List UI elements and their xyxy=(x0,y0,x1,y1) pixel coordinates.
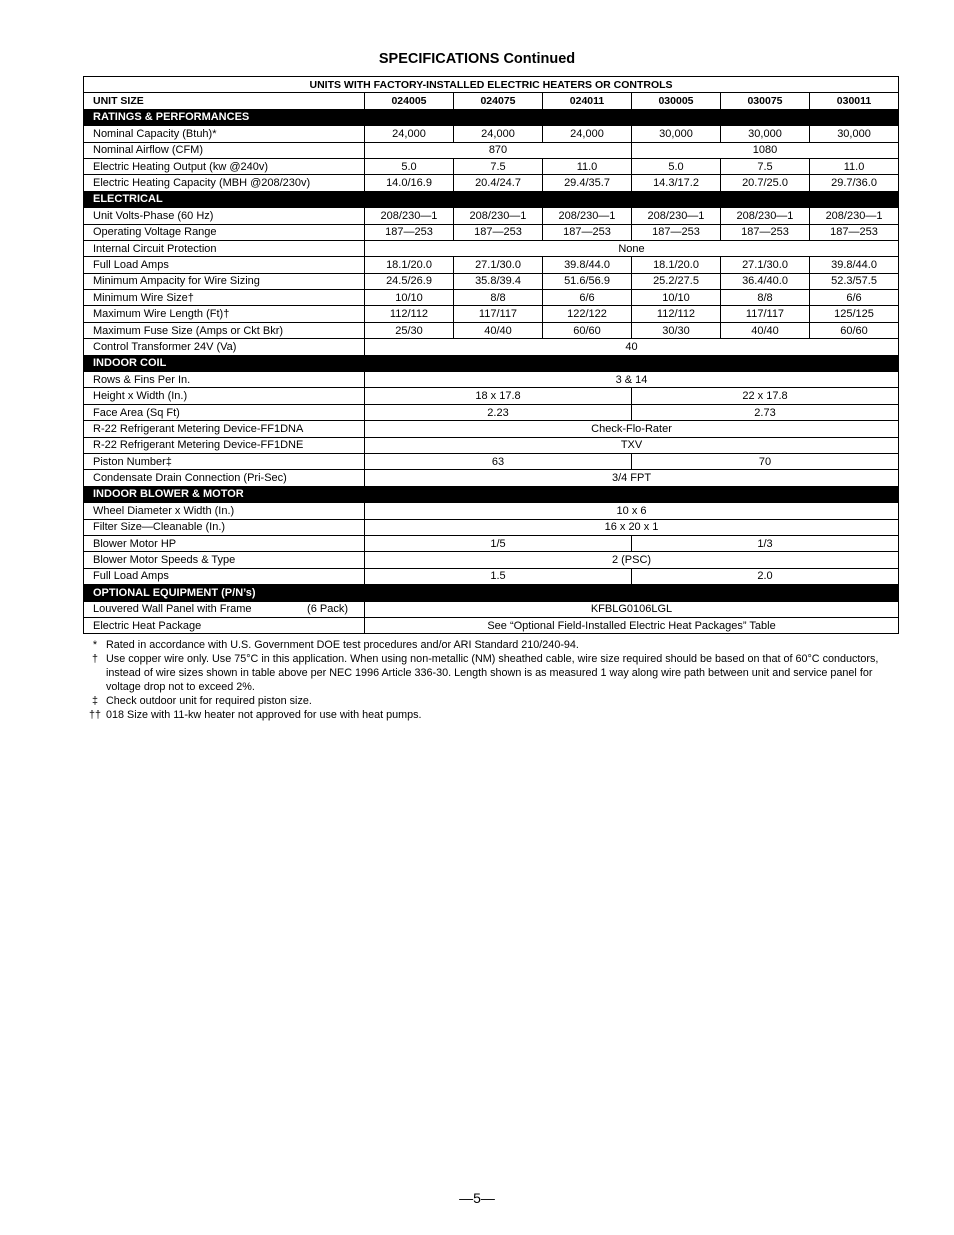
section-header-row xyxy=(84,486,899,502)
table-cell: 27.1/30.0 xyxy=(454,257,543,273)
table-cell: 36.4/40.0 xyxy=(721,273,810,289)
row-label: Minimum Ampacity for Wire Sizing xyxy=(93,275,260,288)
row-label-cell xyxy=(84,388,365,404)
table-cell: 208/230—1 xyxy=(454,208,543,224)
table-cell: 60/60 xyxy=(543,322,632,338)
section-header: RATINGS & PERFORMANCES xyxy=(84,109,899,125)
row-label-cell xyxy=(84,519,365,535)
row-label-cell xyxy=(84,617,365,633)
footnote-text: 018 Size with 11-kw heater not approved for use with heat pumps. xyxy=(106,709,422,721)
table-caption: UNITS WITH FACTORY-INSTALLED ELECTRIC HEATERS OR CONTROLS xyxy=(84,77,899,93)
table-row xyxy=(84,339,899,355)
table-cell: 125/125 xyxy=(810,306,899,322)
table-cell: 40/40 xyxy=(454,322,543,338)
column-header: 024075 xyxy=(454,93,543,109)
table-cell: 187—253 xyxy=(721,224,810,240)
footnote-text: Check outdoor unit for required piston size. xyxy=(106,695,312,707)
table-cell: 208/230—1 xyxy=(365,208,454,224)
table-cell: 10/10 xyxy=(632,290,721,306)
row-label: Nominal Airflow (CFM) xyxy=(93,144,204,157)
table-cell: 29.4/35.7 xyxy=(543,175,632,191)
table-cell: 1/5 xyxy=(365,535,632,551)
row-label-cell xyxy=(84,126,365,142)
table-cell: 187—253 xyxy=(454,224,543,240)
row-label-note: (6 Pack) xyxy=(307,603,348,616)
table-row xyxy=(84,306,899,322)
table-caption-row xyxy=(84,77,899,93)
table-cell: 51.6/56.9 xyxy=(543,273,632,289)
table-cell: 2 (PSC) xyxy=(365,552,899,568)
row-label: Full Load Amps xyxy=(93,258,169,271)
row-label-cell xyxy=(84,175,365,191)
footnote-symbol: * xyxy=(92,639,98,651)
table-row xyxy=(84,257,899,273)
row-label-cell xyxy=(84,404,365,420)
row-label-cell xyxy=(84,306,365,322)
section-header-row xyxy=(84,355,899,371)
row-label: Control Transformer 24V (Va) xyxy=(93,340,237,353)
footnote xyxy=(84,638,904,652)
footnote xyxy=(84,694,904,708)
table-cell: 30/30 xyxy=(632,322,721,338)
row-label-cell xyxy=(84,568,365,584)
table-cell: 30,000 xyxy=(721,126,810,142)
table-row xyxy=(84,535,899,551)
table-cell: 70 xyxy=(632,453,899,469)
footnote-text: Rated in accordance with U.S. Government DOE test procedures and/or ARI Standard 210/240-94. xyxy=(106,639,579,651)
table-cell: Check-Flo-Rater xyxy=(365,421,899,437)
table-cell: 8/8 xyxy=(721,290,810,306)
section-header: INDOOR BLOWER & MOTOR xyxy=(84,486,899,502)
table-row xyxy=(84,519,899,535)
row-label: Nominal Capacity (Btuh)* xyxy=(93,127,217,140)
table-cell: 20.7/25.0 xyxy=(721,175,810,191)
column-header: 030005 xyxy=(632,93,721,109)
table-row xyxy=(84,617,899,633)
table-row xyxy=(84,273,899,289)
table-cell: 187—253 xyxy=(365,224,454,240)
table-cell: 20.4/24.7 xyxy=(454,175,543,191)
table-cell: 208/230—1 xyxy=(632,208,721,224)
row-label-cell xyxy=(84,372,365,388)
table-row xyxy=(84,142,899,158)
table-cell: 18.1/20.0 xyxy=(632,257,721,273)
row-label: Internal Circuit Protection xyxy=(93,242,217,255)
table-cell: 11.0 xyxy=(810,158,899,174)
footnote-symbol: †† xyxy=(88,709,101,721)
table-cell: 63 xyxy=(365,453,632,469)
table-cell: 11.0 xyxy=(543,158,632,174)
table-cell: 29.7/36.0 xyxy=(810,175,899,191)
table-cell: 60/60 xyxy=(810,322,899,338)
table-cell: 24,000 xyxy=(543,126,632,142)
table-cell: 14.0/16.9 xyxy=(365,175,454,191)
footnote-symbol: † xyxy=(91,653,98,665)
table-cell: 10/10 xyxy=(365,290,454,306)
table-cell: 122/122 xyxy=(543,306,632,322)
table-cell: 22 x 17.8 xyxy=(632,388,899,404)
section-header: INDOOR COIL xyxy=(84,355,899,371)
row-label: Electric Heating Capacity (MBH @208/230v) xyxy=(93,177,311,190)
table-cell: 112/112 xyxy=(365,306,454,322)
column-header: 024005 xyxy=(365,93,454,109)
table-cell: 870 xyxy=(365,142,632,158)
table-cell: 1.5 xyxy=(365,568,632,584)
row-label-cell xyxy=(84,208,365,224)
unit-size-label: UNIT SIZE xyxy=(84,93,365,109)
table-cell: 25/30 xyxy=(365,322,454,338)
table-cell: 30,000 xyxy=(810,126,899,142)
row-label: Unit Volts-Phase (60 Hz) xyxy=(93,209,214,222)
table-row xyxy=(84,404,899,420)
table-cell: 117/117 xyxy=(454,306,543,322)
table-cell: 6/6 xyxy=(543,290,632,306)
table-cell: 6/6 xyxy=(810,290,899,306)
section-header-row xyxy=(84,585,899,601)
table-cell: 2.0 xyxy=(632,568,899,584)
section-header: OPTIONAL EQUIPMENT (P/N’s) xyxy=(84,585,899,601)
column-header: 030011 xyxy=(810,93,899,109)
row-label-cell xyxy=(84,142,365,158)
section-header-row xyxy=(84,109,899,125)
row-label: Rows & Fins Per In. xyxy=(93,373,191,386)
row-label-cell xyxy=(84,535,365,551)
column-header: 024011 xyxy=(543,93,632,109)
table-cell: 7.5 xyxy=(721,158,810,174)
table-cell: 1/3 xyxy=(632,535,899,551)
row-label: Face Area (Sq Ft) xyxy=(93,406,180,419)
table-cell: 39.8/44.0 xyxy=(810,257,899,273)
table-row xyxy=(84,290,899,306)
table-row xyxy=(84,552,899,568)
table-cell: 3 & 14 xyxy=(365,372,899,388)
section-header: ELECTRICAL xyxy=(84,191,899,207)
table-cell: 2.23 xyxy=(365,404,632,420)
row-label: Electric Heating Output (kw @240v) xyxy=(93,160,269,173)
table-cell: 14.3/17.2 xyxy=(632,175,721,191)
table-row xyxy=(84,175,899,191)
table-cell: 10 x 6 xyxy=(365,503,899,519)
table-cell: 35.8/39.4 xyxy=(454,273,543,289)
table-cell: 7.5 xyxy=(454,158,543,174)
table-row xyxy=(84,208,899,224)
row-label: Electric Heat Package xyxy=(93,619,202,632)
table-cell: 208/230—1 xyxy=(543,208,632,224)
table-cell: 2.73 xyxy=(632,404,899,420)
table-cell: 187—253 xyxy=(810,224,899,240)
table-row xyxy=(84,470,899,486)
row-label-cell xyxy=(84,503,365,519)
table-cell: 40/40 xyxy=(721,322,810,338)
footnote xyxy=(84,708,904,722)
table-row xyxy=(84,601,899,617)
footnote-symbol: ‡ xyxy=(91,695,98,707)
row-label: Operating Voltage Range xyxy=(93,226,217,239)
table-row xyxy=(84,322,899,338)
row-label: Minimum Wire Size† xyxy=(93,291,194,304)
table-cell: 18.1/20.0 xyxy=(365,257,454,273)
row-label: Piston Number‡ xyxy=(93,455,172,468)
row-label: Wheel Diameter x Width (In.) xyxy=(93,504,235,517)
table-row xyxy=(84,453,899,469)
table-cell: 112/112 xyxy=(632,306,721,322)
row-label-cell xyxy=(84,240,365,256)
row-label: Filter Size—Cleanable (In.) xyxy=(93,521,226,534)
footnote xyxy=(84,652,904,694)
page-title: SPECIFICATIONS Continued xyxy=(378,51,576,67)
table-cell: 30,000 xyxy=(632,126,721,142)
table-cell: 18 x 17.8 xyxy=(365,388,632,404)
table-cell: 187—253 xyxy=(632,224,721,240)
table-cell: 24,000 xyxy=(454,126,543,142)
row-label-cell xyxy=(84,273,365,289)
table-row xyxy=(84,158,899,174)
row-label-cell xyxy=(84,552,365,568)
table-row xyxy=(84,224,899,240)
row-label: Height x Width (In.) xyxy=(93,390,188,403)
table-cell: 25.2/27.5 xyxy=(632,273,721,289)
table-row xyxy=(84,240,899,256)
row-label-cell xyxy=(84,224,365,240)
table-cell: 5.0 xyxy=(632,158,721,174)
row-label: R-22 Refrigerant Metering Device-FF1DNE xyxy=(93,439,304,452)
row-label: Louvered Wall Panel with Frame xyxy=(93,603,252,616)
row-label: Blower Motor Speeds & Type xyxy=(93,554,236,567)
row-label: R-22 Refrigerant Metering Device-FF1DNA xyxy=(93,422,304,435)
table-row xyxy=(84,503,899,519)
table-row xyxy=(84,388,899,404)
table-row xyxy=(84,372,899,388)
table-row xyxy=(84,437,899,453)
row-label-cell xyxy=(84,437,365,453)
row-label-cell xyxy=(84,421,365,437)
column-header: 030075 xyxy=(721,93,810,109)
table-row xyxy=(84,126,899,142)
table-cell: 16 x 20 x 1 xyxy=(365,519,899,535)
row-label-cell xyxy=(84,158,365,174)
row-label: Condensate Drain Connection (Pri-Sec) xyxy=(93,472,287,485)
row-label-cell xyxy=(84,257,365,273)
table-cell: 187—253 xyxy=(543,224,632,240)
table-cell: 8/8 xyxy=(454,290,543,306)
footnotes xyxy=(84,638,904,722)
table-cell: KFBLG0106LGL xyxy=(365,601,899,617)
specifications-table xyxy=(83,76,899,634)
row-label-cell xyxy=(84,601,365,617)
row-label-cell xyxy=(84,339,365,355)
table-row xyxy=(84,421,899,437)
table-cell: 24,000 xyxy=(365,126,454,142)
table-cell: 39.8/44.0 xyxy=(543,257,632,273)
table-cell: See “Optional Field-Installed Electric Heat Packages” Table xyxy=(365,617,899,633)
page-number: —5— xyxy=(459,1190,495,1206)
table-row xyxy=(84,568,899,584)
row-label: Blower Motor HP xyxy=(93,537,177,550)
table-cell: None xyxy=(365,240,899,256)
row-label-cell xyxy=(84,290,365,306)
row-label: Full Load Amps xyxy=(93,570,169,583)
row-label: Maximum Wire Length (Ft)† xyxy=(93,308,230,321)
row-label: Maximum Fuse Size (Amps or Ckt Bkr) xyxy=(93,324,284,337)
row-label-cell xyxy=(84,322,365,338)
table-cell: 1080 xyxy=(632,142,899,158)
table-cell: 24.5/26.9 xyxy=(365,273,454,289)
table-cell: 5.0 xyxy=(365,158,454,174)
table-cell: 27.1/30.0 xyxy=(721,257,810,273)
table-cell: 208/230—1 xyxy=(721,208,810,224)
row-label-cell xyxy=(84,470,365,486)
table-cell: 208/230—1 xyxy=(810,208,899,224)
unit-size-header-row xyxy=(84,93,899,109)
table-cell: TXV xyxy=(365,437,899,453)
table-cell: 117/117 xyxy=(721,306,810,322)
section-header-row xyxy=(84,191,899,207)
table-cell: 40 xyxy=(365,339,899,355)
row-label-cell xyxy=(84,453,365,469)
table-cell: 3/4 FPT xyxy=(365,470,899,486)
footnote-text: Use copper wire only. Use 75°C in this application. When using non-metallic (NM) sheathed cable, wire size required should be based on that of 60°C conductors, instead of wire sizes shown in table above per NEC 1996 Article 336-30. Length shown is as measured 1 way along wire path between unit and service panel for voltage drop not to exceed 2%. xyxy=(106,653,879,693)
table-cell: 52.3/57.5 xyxy=(810,273,899,289)
